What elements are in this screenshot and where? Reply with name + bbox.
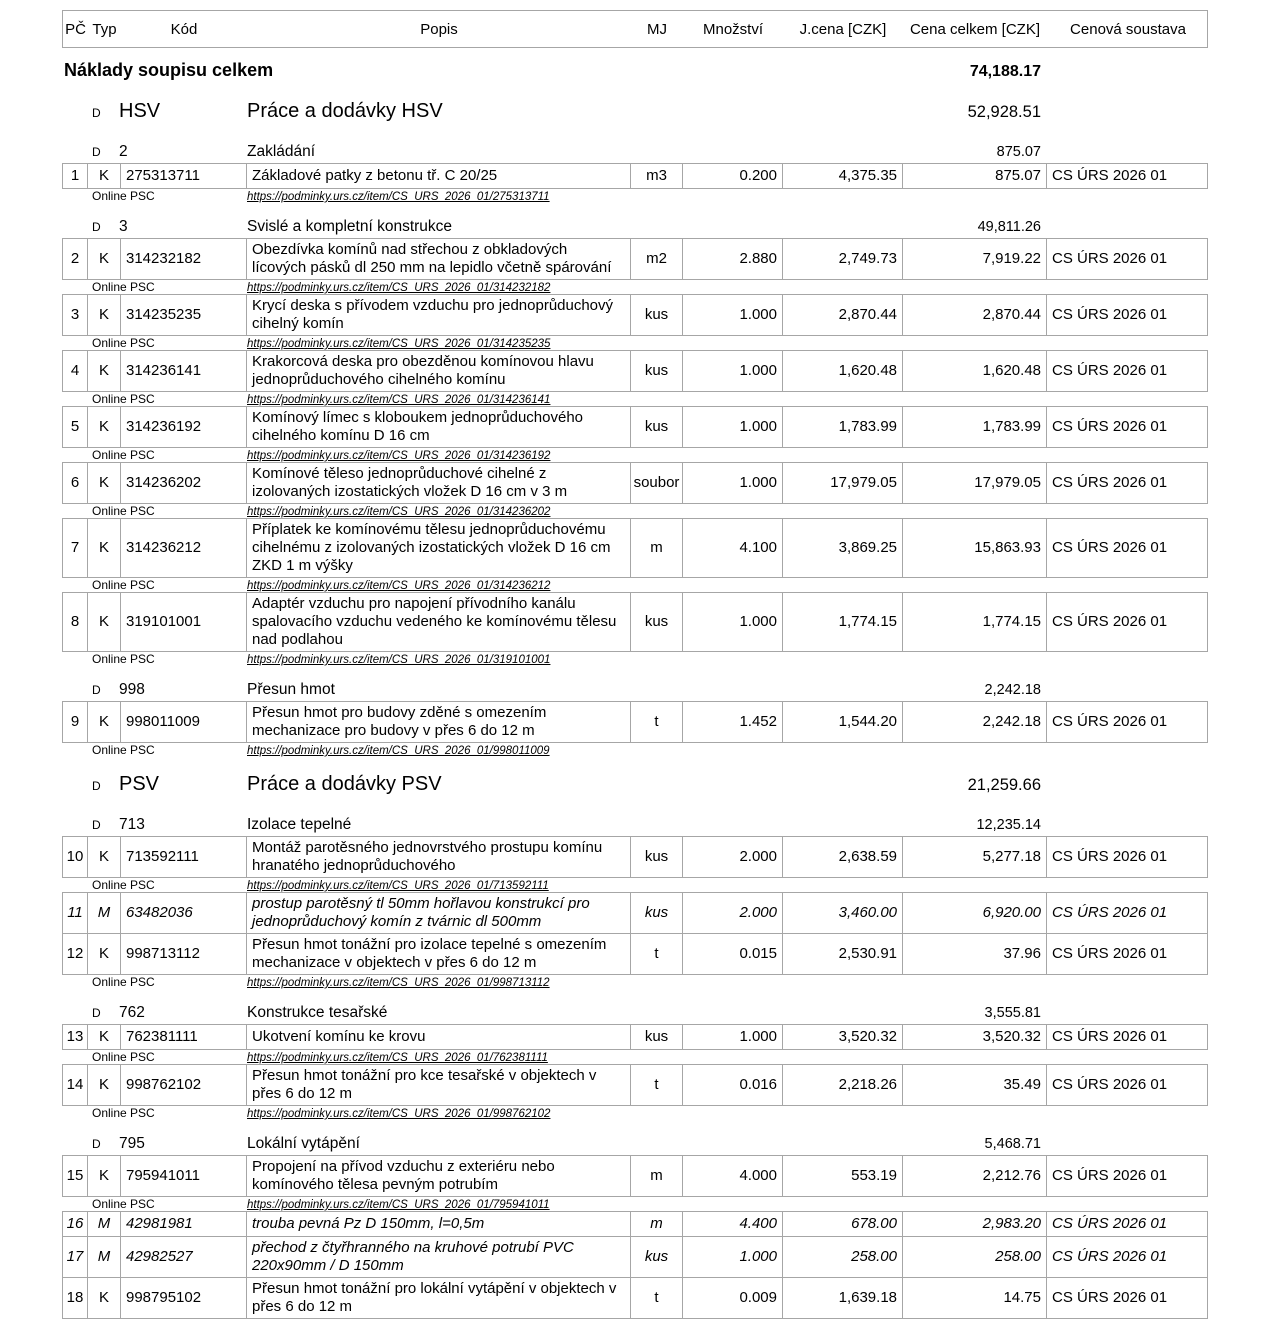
section-row-psv bbox=[62, 773, 1208, 801]
cell-jcena: 3,869.25 bbox=[783, 519, 903, 577]
item-row bbox=[62, 1211, 1208, 1237]
item-row bbox=[62, 1064, 1208, 1106]
cell-celkem: 2,870.44 bbox=[903, 295, 1047, 335]
cell-pc: 1 bbox=[63, 164, 88, 188]
cell-celkem: 5,277.18 bbox=[903, 837, 1047, 877]
section-row-3 bbox=[62, 218, 1208, 238]
cell-popis: přechod z čtyřhranného na kruhové potrubí PVC 220x90mm / D 150mm bbox=[247, 1237, 631, 1277]
cell-celkem: 14.75 bbox=[903, 1278, 1047, 1318]
item-row bbox=[62, 1236, 1208, 1278]
section-row-2 bbox=[62, 143, 1208, 163]
psc-link[interactable]: https://podminky.urs.cz/item/CS_URS_2026_01/762381111 bbox=[247, 1052, 548, 1064]
cell-jcena: 1,639.18 bbox=[783, 1278, 903, 1318]
cell-mnozstvi: 4.100 bbox=[683, 519, 783, 577]
cell-typ: K bbox=[88, 519, 121, 577]
cell-soustava: CS ÚRS 2026 01 bbox=[1052, 848, 1168, 865]
cell-jcena: 1,620.48 bbox=[783, 351, 903, 391]
cell-typ: K bbox=[88, 239, 121, 279]
cell-soustava: CS ÚRS 2026 01 bbox=[1052, 418, 1168, 435]
cell-typ: K bbox=[88, 351, 121, 391]
cell-mj: m bbox=[631, 519, 683, 577]
cell-celkem: 258.00 bbox=[903, 1237, 1047, 1277]
section-type-label: D bbox=[92, 683, 101, 697]
section-title: Lokální vytápění bbox=[247, 1135, 360, 1152]
online-psc-label: Online PSC bbox=[92, 878, 155, 892]
online-psc-row bbox=[62, 975, 1208, 989]
online-psc-label: Online PSC bbox=[92, 975, 155, 989]
section-title: Přesun hmot bbox=[247, 681, 335, 698]
psc-link[interactable]: https://podminky.urs.cz/item/CS_URS_2026_01/314235235 bbox=[247, 338, 551, 350]
cell-popis: Adaptér vzduchu pro napojení přívodního kanálu spalovacího vzduchu vedeného ke komínovému tělesu nad podlahou bbox=[247, 593, 631, 651]
cell-typ: K bbox=[88, 295, 121, 335]
cell-kod: 63482036 bbox=[121, 893, 247, 933]
cell-mj: kus bbox=[631, 837, 683, 877]
cell-popis: Propojení na přívod vzduchu z exteriéru nebo komínového tělesa pevným potrubím bbox=[247, 1156, 631, 1196]
online-psc-row bbox=[62, 448, 1208, 462]
cell-kod: 314235235 bbox=[121, 295, 247, 335]
online-psc-label: Online PSC bbox=[92, 336, 155, 350]
online-psc-label: Online PSC bbox=[92, 189, 155, 203]
item-row bbox=[62, 163, 1208, 189]
section-type-label: D bbox=[92, 779, 101, 793]
cell-kod: 314236192 bbox=[121, 407, 247, 447]
cell-mj: m3 bbox=[631, 164, 683, 188]
cell-mnozstvi: 4.000 bbox=[683, 1156, 783, 1196]
online-psc-label: Online PSC bbox=[92, 1050, 155, 1064]
cell-jcena: 2,638.59 bbox=[783, 837, 903, 877]
cell-typ: K bbox=[88, 164, 121, 188]
cell-typ: K bbox=[88, 407, 121, 447]
section-code: HSV bbox=[119, 100, 161, 122]
psc-link[interactable]: https://podminky.urs.cz/item/CS_URS_2026_01/314232182 bbox=[247, 282, 551, 294]
grand-total-value: 74,188.17 bbox=[969, 63, 1041, 80]
cell-popis: Přesun hmot tonážní pro kce tesařské v objektech v přes 6 do 12 m bbox=[247, 1065, 631, 1105]
cell-celkem: 7,919.22 bbox=[903, 239, 1047, 279]
section-total-value: 52,928.51 bbox=[967, 103, 1041, 121]
section-code: 762 bbox=[119, 1004, 145, 1021]
cell-typ: M bbox=[88, 893, 121, 933]
cell-typ: K bbox=[88, 463, 121, 503]
cell-popis: Základové patky z betonu tř. C 20/25 bbox=[247, 164, 631, 188]
psc-link[interactable]: https://podminky.urs.cz/item/CS_URS_2026_01/314236192 bbox=[247, 450, 551, 462]
cell-soustava: CS ÚRS 2026 01 bbox=[1052, 713, 1168, 730]
cell-celkem: 15,863.93 bbox=[903, 519, 1047, 577]
cell-mj: kus bbox=[631, 593, 683, 651]
column-header-mnozstvi: Množství bbox=[702, 20, 763, 38]
cell-mnozstvi: 0.009 bbox=[683, 1278, 783, 1318]
cell-soustava: CS ÚRS 2026 01 bbox=[1052, 539, 1168, 556]
section-total-value: 12,235.14 bbox=[976, 817, 1041, 833]
online-psc-label: Online PSC bbox=[92, 1106, 155, 1120]
cell-mnozstvi: 1.000 bbox=[683, 593, 783, 651]
cell-kod: 275313711 bbox=[121, 164, 247, 188]
cell-mj: t bbox=[631, 1278, 683, 1318]
cell-mnozstvi: 2.000 bbox=[683, 893, 783, 933]
column-header-popis: Popis bbox=[420, 20, 458, 38]
cell-jcena: 17,979.05 bbox=[783, 463, 903, 503]
section-row-795 bbox=[62, 1135, 1208, 1155]
cell-celkem: 2,212.76 bbox=[903, 1156, 1047, 1196]
column-header-kod: Kód bbox=[170, 20, 198, 38]
column-header-celkem: Cena celkem [CZK] bbox=[909, 20, 1041, 38]
cell-kod: 314236212 bbox=[121, 519, 247, 577]
cell-pc: 3 bbox=[63, 295, 88, 335]
cell-typ: M bbox=[88, 1237, 121, 1277]
cell-celkem: 3,520.32 bbox=[903, 1025, 1047, 1049]
column-header-pc: PČ bbox=[65, 20, 86, 38]
cell-popis: trouba pevná Pz D 150mm, l=0,5m bbox=[247, 1212, 631, 1236]
online-psc-row bbox=[62, 280, 1208, 294]
online-psc-row bbox=[62, 504, 1208, 518]
cell-typ: K bbox=[88, 837, 121, 877]
psc-link[interactable]: https://podminky.urs.cz/item/CS_URS_2026_01/314236202 bbox=[247, 506, 551, 518]
item-row bbox=[62, 1024, 1208, 1050]
cell-popis: Krycí deska s přívodem vzduchu pro jednoprůduchový cihelný komín bbox=[247, 295, 631, 335]
section-type-label: D bbox=[92, 220, 101, 234]
section-type-label: D bbox=[92, 1137, 101, 1151]
cell-pc: 11 bbox=[63, 893, 88, 933]
psc-link[interactable]: https://podminky.urs.cz/item/CS_URS_2026_01/275313711 bbox=[247, 191, 550, 203]
psc-link[interactable]: https://podminky.urs.cz/item/CS_URS_2026_01/998762102 bbox=[247, 1108, 551, 1120]
cell-jcena: 2,749.73 bbox=[783, 239, 903, 279]
section-code: 2 bbox=[119, 143, 128, 160]
cell-mj: m2 bbox=[631, 239, 683, 279]
cell-mnozstvi: 0.016 bbox=[683, 1065, 783, 1105]
grand-total-label: Náklady soupisu celkem bbox=[64, 60, 274, 80]
cell-soustava: CS ÚRS 2026 01 bbox=[1052, 1028, 1168, 1045]
cell-celkem: 2,242.18 bbox=[903, 702, 1047, 742]
cell-mnozstvi: 1.000 bbox=[683, 1025, 783, 1049]
cell-kod: 998713112 bbox=[121, 934, 247, 974]
section-code: PSV bbox=[119, 773, 160, 795]
cell-popis: Obezdívka komínů nad střechou z obkladových lícových pásků dl 250 mm na lepidlo včetně spárování bbox=[247, 239, 631, 279]
item-row bbox=[62, 592, 1208, 652]
item-row bbox=[62, 518, 1208, 578]
cell-mj: kus bbox=[631, 295, 683, 335]
cell-pc: 2 bbox=[63, 239, 88, 279]
section-total-value: 875.07 bbox=[996, 144, 1041, 160]
cell-pc: 13 bbox=[63, 1025, 88, 1049]
cell-soustava: CS ÚRS 2026 01 bbox=[1052, 474, 1168, 491]
section-type-label: D bbox=[92, 145, 101, 159]
cell-popis: Přesun hmot tonážní pro lokální vytápění v objektech v přes 6 do 12 m bbox=[247, 1278, 631, 1318]
cell-pc: 18 bbox=[63, 1278, 88, 1318]
psc-link[interactable]: https://podminky.urs.cz/item/CS_URS_2026_01/314236212 bbox=[247, 580, 551, 592]
cell-jcena: 2,530.91 bbox=[783, 934, 903, 974]
cell-typ: K bbox=[88, 1156, 121, 1196]
cell-celkem: 875.07 bbox=[903, 164, 1047, 188]
cell-typ: K bbox=[88, 1025, 121, 1049]
section-code: 713 bbox=[119, 816, 145, 833]
cell-pc: 6 bbox=[63, 463, 88, 503]
cell-mnozstvi: 1.000 bbox=[683, 463, 783, 503]
section-total-value: 49,811.26 bbox=[977, 219, 1041, 235]
cell-mnozstvi: 1.000 bbox=[683, 1237, 783, 1277]
cell-kod: 998011009 bbox=[121, 702, 247, 742]
cell-popis: Ukotvení komínu ke krovu bbox=[247, 1025, 631, 1049]
cell-jcena: 2,870.44 bbox=[783, 295, 903, 335]
cell-celkem: 6,920.00 bbox=[903, 893, 1047, 933]
cell-mj: m bbox=[631, 1156, 683, 1196]
column-header-jcena: J.cena [CZK] bbox=[799, 20, 887, 38]
cell-jcena: 3,460.00 bbox=[783, 893, 903, 933]
cell-jcena: 1,783.99 bbox=[783, 407, 903, 447]
cell-jcena: 1,774.15 bbox=[783, 593, 903, 651]
cell-popis: Příplatek ke komínovému tělesu jednoprůduchovému cihelnému z izolovaných izostatických vložek D 16 cm ZKD 1 m výšky bbox=[247, 519, 631, 577]
cell-mnozstvi: 2.000 bbox=[683, 837, 783, 877]
section-title: Konstrukce tesařské bbox=[247, 1004, 388, 1021]
section-row-762 bbox=[62, 1004, 1208, 1024]
cell-typ: K bbox=[88, 1065, 121, 1105]
online-psc-row bbox=[62, 743, 1208, 757]
cell-kod: 795941011 bbox=[121, 1156, 247, 1196]
section-row-713 bbox=[62, 816, 1208, 836]
cell-pc: 12 bbox=[63, 934, 88, 974]
cell-mj: kus bbox=[631, 893, 683, 933]
cell-celkem: 1,783.99 bbox=[903, 407, 1047, 447]
table-header bbox=[62, 10, 1208, 48]
cell-mj: kus bbox=[631, 351, 683, 391]
cell-celkem: 1,774.15 bbox=[903, 593, 1047, 651]
online-psc-label: Online PSC bbox=[92, 1197, 155, 1211]
cell-popis: Montáž parotěsného jednovrstvého prostupu komínu hranatého jednoprůduchového bbox=[247, 837, 631, 877]
item-row bbox=[62, 294, 1208, 336]
cell-pc: 5 bbox=[63, 407, 88, 447]
cell-kod: 314236202 bbox=[121, 463, 247, 503]
cell-mnozstvi: 1.000 bbox=[683, 407, 783, 447]
cell-typ: K bbox=[88, 1278, 121, 1318]
cell-mj: t bbox=[631, 1065, 683, 1105]
section-total-value: 2,242.18 bbox=[984, 682, 1041, 698]
cell-soustava: CS ÚRS 2026 01 bbox=[1052, 167, 1168, 184]
cell-soustava: CS ÚRS 2026 01 bbox=[1052, 1248, 1168, 1265]
cell-mnozstvi: 2.880 bbox=[683, 239, 783, 279]
section-type-label: D bbox=[92, 818, 101, 832]
cell-popis: Krakorcová deska pro obezděnou komínovou hlavu jednoprůduchového cihelného komínu bbox=[247, 351, 631, 391]
online-psc-row bbox=[62, 1050, 1208, 1064]
section-type-label: D bbox=[92, 1006, 101, 1020]
item-row bbox=[62, 1277, 1208, 1319]
item-row bbox=[62, 1155, 1208, 1197]
item-row bbox=[62, 933, 1208, 975]
cell-jcena: 553.19 bbox=[783, 1156, 903, 1196]
online-psc-row bbox=[62, 578, 1208, 592]
item-row bbox=[62, 238, 1208, 280]
cell-soustava: CS ÚRS 2026 01 bbox=[1052, 306, 1168, 323]
column-header-typ: Typ bbox=[92, 20, 117, 38]
grand-total-row bbox=[62, 60, 1208, 84]
cell-pc: 16 bbox=[63, 1212, 88, 1236]
cell-typ: K bbox=[88, 934, 121, 974]
cell-celkem: 2,983.20 bbox=[903, 1212, 1047, 1236]
cell-popis: Přesun hmot pro budovy zděné s omezením mechanizace pro budovy v přes 6 do 12 m bbox=[247, 702, 631, 742]
online-psc-row bbox=[62, 1106, 1208, 1120]
online-psc-label: Online PSC bbox=[92, 392, 155, 406]
cell-jcena: 4,375.35 bbox=[783, 164, 903, 188]
cell-pc: 14 bbox=[63, 1065, 88, 1105]
cell-celkem: 37.96 bbox=[903, 934, 1047, 974]
section-title: Práce a dodávky HSV bbox=[247, 100, 443, 122]
online-psc-row bbox=[62, 189, 1208, 203]
section-code: 3 bbox=[119, 218, 128, 235]
cell-soustava: CS ÚRS 2026 01 bbox=[1052, 904, 1168, 921]
psc-link[interactable]: https://podminky.urs.cz/item/CS_URS_2026_01/713592111 bbox=[247, 880, 549, 892]
online-psc-label: Online PSC bbox=[92, 578, 155, 592]
cell-pc: 7 bbox=[63, 519, 88, 577]
cell-mnozstvi: 0.200 bbox=[683, 164, 783, 188]
cell-pc: 4 bbox=[63, 351, 88, 391]
cell-jcena: 3,520.32 bbox=[783, 1025, 903, 1049]
cell-pc: 17 bbox=[63, 1237, 88, 1277]
cell-kod: 713592111 bbox=[121, 837, 247, 877]
online-psc-row bbox=[62, 878, 1208, 892]
cell-kod: 998762102 bbox=[121, 1065, 247, 1105]
cell-soustava: CS ÚRS 2026 01 bbox=[1052, 613, 1168, 630]
online-psc-row bbox=[62, 336, 1208, 350]
psc-link[interactable]: https://podminky.urs.cz/item/CS_URS_2026_01/998713112 bbox=[247, 977, 550, 989]
cell-kod: 42982527 bbox=[121, 1237, 247, 1277]
rows-container bbox=[62, 100, 1208, 1319]
online-psc-label: Online PSC bbox=[92, 280, 155, 294]
cell-celkem: 17,979.05 bbox=[903, 463, 1047, 503]
online-psc-row bbox=[62, 652, 1208, 666]
section-code: 998 bbox=[119, 681, 145, 698]
item-row bbox=[62, 836, 1208, 878]
cell-kod: 314236141 bbox=[121, 351, 247, 391]
cell-mj: kus bbox=[631, 1237, 683, 1277]
cell-soustava: CS ÚRS 2026 01 bbox=[1052, 1076, 1168, 1093]
cell-mj: m bbox=[631, 1212, 683, 1236]
section-title: Izolace tepelné bbox=[247, 816, 352, 833]
section-row-hsv bbox=[62, 100, 1208, 128]
cell-mj: kus bbox=[631, 1025, 683, 1049]
cell-pc: 8 bbox=[63, 593, 88, 651]
cell-popis: Přesun hmot tonážní pro izolace tepelné s omezením mechanizace v objektech v přes 6 do 12 m bbox=[247, 934, 631, 974]
cell-jcena: 1,544.20 bbox=[783, 702, 903, 742]
cell-mnozstvi: 1.000 bbox=[683, 351, 783, 391]
cell-typ: K bbox=[88, 702, 121, 742]
item-row bbox=[62, 462, 1208, 504]
cell-celkem: 1,620.48 bbox=[903, 351, 1047, 391]
column-header-soustava: Cenová soustava bbox=[1070, 20, 1186, 38]
cell-pc: 9 bbox=[63, 702, 88, 742]
cell-jcena: 258.00 bbox=[783, 1237, 903, 1277]
section-code: 795 bbox=[119, 1135, 145, 1152]
cell-jcena: 678.00 bbox=[783, 1212, 903, 1236]
item-row bbox=[62, 701, 1208, 743]
item-row bbox=[62, 350, 1208, 392]
item-row bbox=[62, 892, 1208, 934]
cell-kod: 319101001 bbox=[121, 593, 247, 651]
cell-typ: M bbox=[88, 1212, 121, 1236]
online-psc-row bbox=[62, 1197, 1208, 1211]
cell-soustava: CS ÚRS 2026 01 bbox=[1052, 1167, 1168, 1184]
cell-mnozstvi: 1.452 bbox=[683, 702, 783, 742]
cell-pc: 15 bbox=[63, 1156, 88, 1196]
section-row-998 bbox=[62, 681, 1208, 701]
online-psc-label: Online PSC bbox=[92, 448, 155, 462]
cell-kod: 314232182 bbox=[121, 239, 247, 279]
psc-link[interactable]: https://podminky.urs.cz/item/CS_URS_2026_01/314236141 bbox=[247, 394, 551, 406]
cell-jcena: 2,218.26 bbox=[783, 1065, 903, 1105]
cell-typ: K bbox=[88, 593, 121, 651]
cell-soustava: CS ÚRS 2026 01 bbox=[1052, 945, 1168, 962]
cell-popis: Komínový límec s kloboukem jednoprůduchového cihelného komínu D 16 cm bbox=[247, 407, 631, 447]
column-header-mj: MJ bbox=[647, 20, 667, 38]
cell-mj: t bbox=[631, 934, 683, 974]
psc-link[interactable]: https://podminky.urs.cz/item/CS_URS_2026_01/795941011 bbox=[247, 1199, 550, 1211]
cell-soustava: CS ÚRS 2026 01 bbox=[1052, 1215, 1168, 1232]
section-title: Práce a dodávky PSV bbox=[247, 773, 442, 795]
cell-celkem: 35.49 bbox=[903, 1065, 1047, 1105]
cell-kod: 42981981 bbox=[121, 1212, 247, 1236]
section-total-value: 5,468.71 bbox=[984, 1136, 1041, 1152]
section-type-label: D bbox=[92, 106, 101, 120]
psc-link[interactable]: https://podminky.urs.cz/item/CS_URS_2026_01/319101001 bbox=[247, 654, 551, 666]
cell-pc: 10 bbox=[63, 837, 88, 877]
online-psc-row bbox=[62, 392, 1208, 406]
cell-mnozstvi: 1.000 bbox=[683, 295, 783, 335]
section-total-value: 3,555.81 bbox=[984, 1005, 1041, 1021]
cell-soustava: CS ÚRS 2026 01 bbox=[1052, 1289, 1168, 1306]
section-title: Zakládání bbox=[247, 143, 316, 160]
cell-mnozstvi: 4.400 bbox=[683, 1212, 783, 1236]
section-title: Svislé a kompletní konstrukce bbox=[247, 218, 453, 235]
online-psc-label: Online PSC bbox=[92, 504, 155, 518]
cell-popis: prostup parotěsný tl 50mm hořlavou konstrukcí pro jednoprůduchový komín z tvárnic dl 500mm bbox=[247, 893, 631, 933]
item-row bbox=[62, 406, 1208, 448]
cell-kod: 998795102 bbox=[121, 1278, 247, 1318]
online-psc-label: Online PSC bbox=[92, 652, 155, 666]
section-total-value: 21,259.66 bbox=[967, 776, 1041, 794]
cell-mnozstvi: 0.015 bbox=[683, 934, 783, 974]
cell-mj: t bbox=[631, 702, 683, 742]
cell-mj: kus bbox=[631, 407, 683, 447]
psc-link[interactable]: https://podminky.urs.cz/item/CS_URS_2026_01/998011009 bbox=[247, 745, 550, 757]
cost-table bbox=[62, 10, 1208, 1319]
cell-soustava: CS ÚRS 2026 01 bbox=[1052, 362, 1168, 379]
cell-mj: soubor bbox=[631, 463, 683, 503]
online-psc-label: Online PSC bbox=[92, 743, 155, 757]
cell-popis: Komínové těleso jednoprůduchové cihelné z izolovaných izostatických vložek D 16 cm v 3 m bbox=[247, 463, 631, 503]
cell-soustava: CS ÚRS 2026 01 bbox=[1052, 250, 1168, 267]
cell-kod: 762381111 bbox=[121, 1025, 247, 1049]
